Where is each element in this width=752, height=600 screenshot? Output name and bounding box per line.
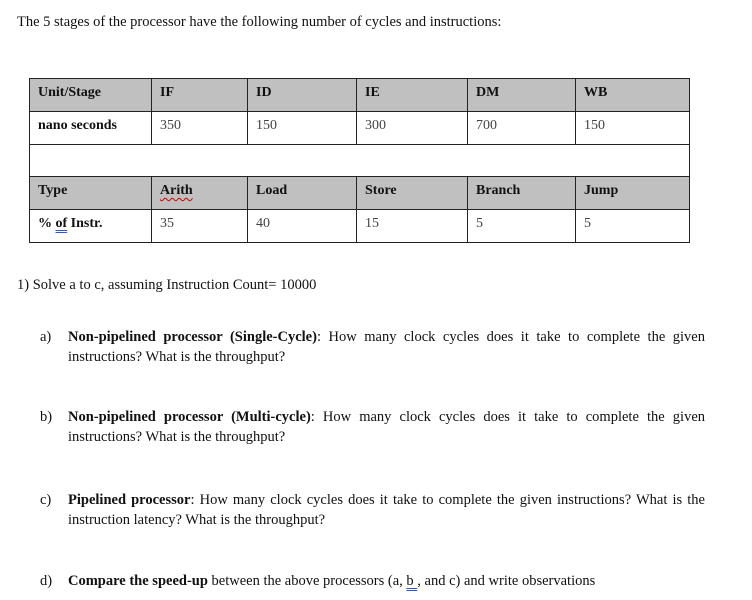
- type-header-row: [30, 177, 690, 210]
- header-cell: Branch: [468, 177, 576, 210]
- question-number: d): [40, 573, 53, 589]
- cell: 35: [152, 210, 248, 243]
- cell: 5: [468, 210, 576, 243]
- stage-values-row: [30, 112, 690, 145]
- cell: 40: [248, 210, 357, 243]
- cell: 350: [152, 112, 248, 145]
- header-cell: Load: [248, 177, 357, 210]
- question-text: , and c) and write observations: [417, 573, 596, 589]
- question-bold: Non-pipelined processor (Single-Cycle): [68, 329, 317, 345]
- row-label-suffix: Instr.: [67, 216, 103, 231]
- question-c: [40, 490, 705, 530]
- header-cell: ID: [248, 79, 357, 112]
- question-bold: Pipelined processor: [68, 492, 191, 508]
- cell: 300: [357, 112, 468, 145]
- question-d: [40, 571, 705, 591]
- question-number: c): [40, 492, 52, 508]
- spacer-row: [30, 145, 690, 177]
- header-cell: IE: [357, 79, 468, 112]
- question-text-b: b: [406, 573, 418, 589]
- problem-text: 1) Solve a to c, assuming Instruction Count= 10000: [17, 277, 317, 293]
- row-label: nano seconds: [30, 112, 152, 145]
- header-cell: DM: [468, 79, 576, 112]
- type-values-row: [30, 210, 690, 243]
- question-text: : How many clock cycles does it take to complete the given instructions? What is the throughput?: [68, 329, 705, 365]
- question-b: [40, 407, 705, 447]
- processor-table: [29, 78, 690, 243]
- stage-header-row: [30, 79, 690, 112]
- question-number: a): [40, 329, 52, 345]
- arith-label: Arith: [160, 183, 193, 198]
- cell: 700: [468, 112, 576, 145]
- question-number: b): [40, 409, 53, 425]
- spacer-cell: [30, 145, 690, 177]
- question-text: : How many clock cycles does it take to complete the given instructions? What is the instruction latency? What is the throughput?: [68, 492, 705, 528]
- cell: 150: [576, 112, 690, 145]
- header-cell: Store: [357, 177, 468, 210]
- intro-text: The 5 stages of the processor have the following number of cycles and instructions:: [17, 14, 502, 30]
- cell: 5: [576, 210, 690, 243]
- header-cell: [152, 177, 248, 210]
- question-bold: Compare the speed-up: [68, 573, 208, 589]
- header-cell: Type: [30, 177, 152, 210]
- header-cell: IF: [152, 79, 248, 112]
- header-cell: Jump: [576, 177, 690, 210]
- question-bold: Non-pipelined processor (Multi-cycle): [68, 409, 311, 425]
- cell: 150: [248, 112, 357, 145]
- header-cell: Unit/Stage: [30, 79, 152, 112]
- cell: 15: [357, 210, 468, 243]
- row-label-of: of: [55, 216, 68, 231]
- question-text: between the above processors (a,: [207, 573, 407, 589]
- header-cell: WB: [576, 79, 690, 112]
- row-label: [30, 210, 152, 243]
- question-text: : How many clock cycles does it take to complete the given instructions? What is the throughput?: [68, 409, 706, 445]
- question-a: [40, 327, 705, 367]
- row-label-prefix: %: [38, 216, 56, 231]
